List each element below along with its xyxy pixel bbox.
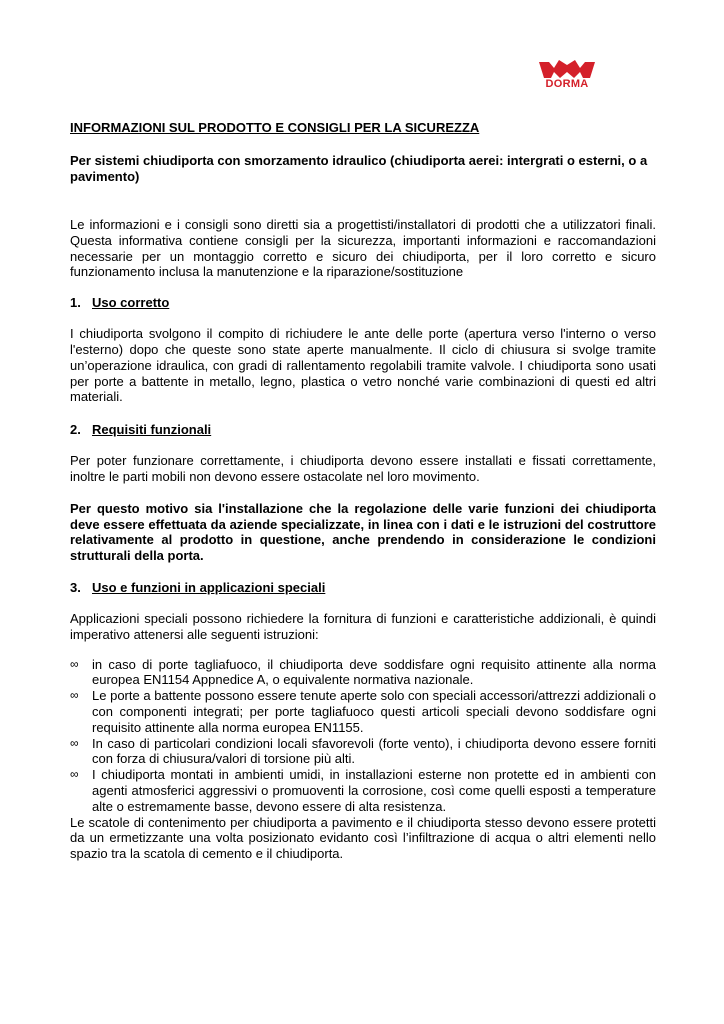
section-number: 1. [70,295,81,311]
dorma-logo [537,58,597,92]
list-item-text: I chiudiporta montati in ambienti umidi, in installazioni esterne non protette ed in ambienti con agenti atmosferici aggressivi o promuoventi la corrosione, così come quelli esposti a temperature alte o estremamente basse, devono essere di alta resistenza. [92,767,656,814]
list-item [70,657,656,689]
section-title: Requisiti funzionali [92,422,212,438]
section-heading-2 [70,422,656,438]
bullet-icon: ∞ [70,656,79,671]
section-1-text: I chiudiporta svolgono il compito di richiudere le ante delle porte (apertura verso l'interno o verso l'esterno) dopo che queste sono state aperte manualmente. Il ciclo di chiusura si svolge tramite un’operazione idraulica, con gradi di rallentamento regolabili tramite valvole. I chiudiporta sono usati per porte a battente in metallo, legno, plastica o vetro nonché varie combinazioni di questi ed altri materiali. [70,326,656,405]
section-title: Uso e funzioni in applicazioni speciali [92,579,326,595]
bullet-list [70,657,656,815]
closing-paragraph: Le scatole di contenimento per chiudiporta a pavimento e il chiudiporta stesso devono essere protetti da un ermetizzante una volta posizionato evidanto così l’infiltrazione di acqua o altri elementi nello spazio tra la scatola di cemento e il chiudiporta. [70,814,656,862]
section-number: 3. [70,579,81,595]
list-item-text: in caso di porte tagliafuoco, il chiudiporta deve soddisfare ogni requisito attinente alla norma europea EN1154 Appnedice A, o equivalente normativa nazionale. [92,656,656,688]
bullet-icon: ∞ [70,688,79,703]
list-item-text: In caso di particolari condizioni locali sfavorevoli (forte vento), i chiudiporta devono essere forniti con forza di chiusura/valori di torsione più alti. [92,735,656,767]
bullet-icon: ∞ [70,767,79,782]
document-subtitle: Per sistemi chiudiporta con smorzamento idraulico (chiudiporta aerei: intergrati o esterni, o a pavimento) [70,153,648,184]
section-heading-3 [70,580,656,596]
section-title: Uso corretto [92,295,170,311]
section-2-bold-text: Per questo motivo sia l'installazione che la regolazione delle varie funzioni dei chiudiporta deve essere effettuata da aziende specializzate, in linea con i dati e le istruzioni del costruttore relativamente al prodotto in questione, anche prendendo in considerazione le condizioni strutturali della porta. [70,500,656,564]
list-item [70,767,656,814]
section-heading-1 [70,295,656,311]
document-title: INFORMAZIONI SUL PRODOTTO E CONSIGLI PER LA SICUREZZA [70,120,480,135]
document-body [70,120,656,862]
logo-text: DORMA [545,78,589,90]
crown-icon [537,58,597,80]
list-item-text: Le porte a battente possono essere tenute aperte solo con speciali accessori/attrezzi addizionali o con componenti integrati; per porte tagliafuoco questi articoli speciali devono soddisfare ogni requisito attinente alla norma europea EN1155. [92,688,656,735]
intro-paragraph: Le informazioni e i consigli sono diretti sia a progettisti/installatori di prodotti che a utilizzatori finali. Questa informativa contiene consigli per la sicurezza, importanti informazioni e raccomandazioni necessarie per un montaggio corretto e sicuro dei chiudiporta, per il loro corretto e sicuro funzionamento inclusa la manutenzione e la riparazione/sostituzione [70,217,656,280]
section-3-text: Applicazioni speciali possono richiedere la fornitura di funzioni e caratteristiche addizionali, è quindi imperativo attenersi alle seguenti istruzioni: [70,610,656,642]
section-2-text: Per poter funzionare correttamente, i chiudiporta devono essere installati e fissati correttamente, inoltre le parti mobili non devono essere ostacolate nel loro movimento. [70,453,656,484]
list-item [70,736,656,768]
bullet-icon: ∞ [70,735,79,750]
list-item [70,688,656,735]
section-number: 2. [70,422,81,438]
